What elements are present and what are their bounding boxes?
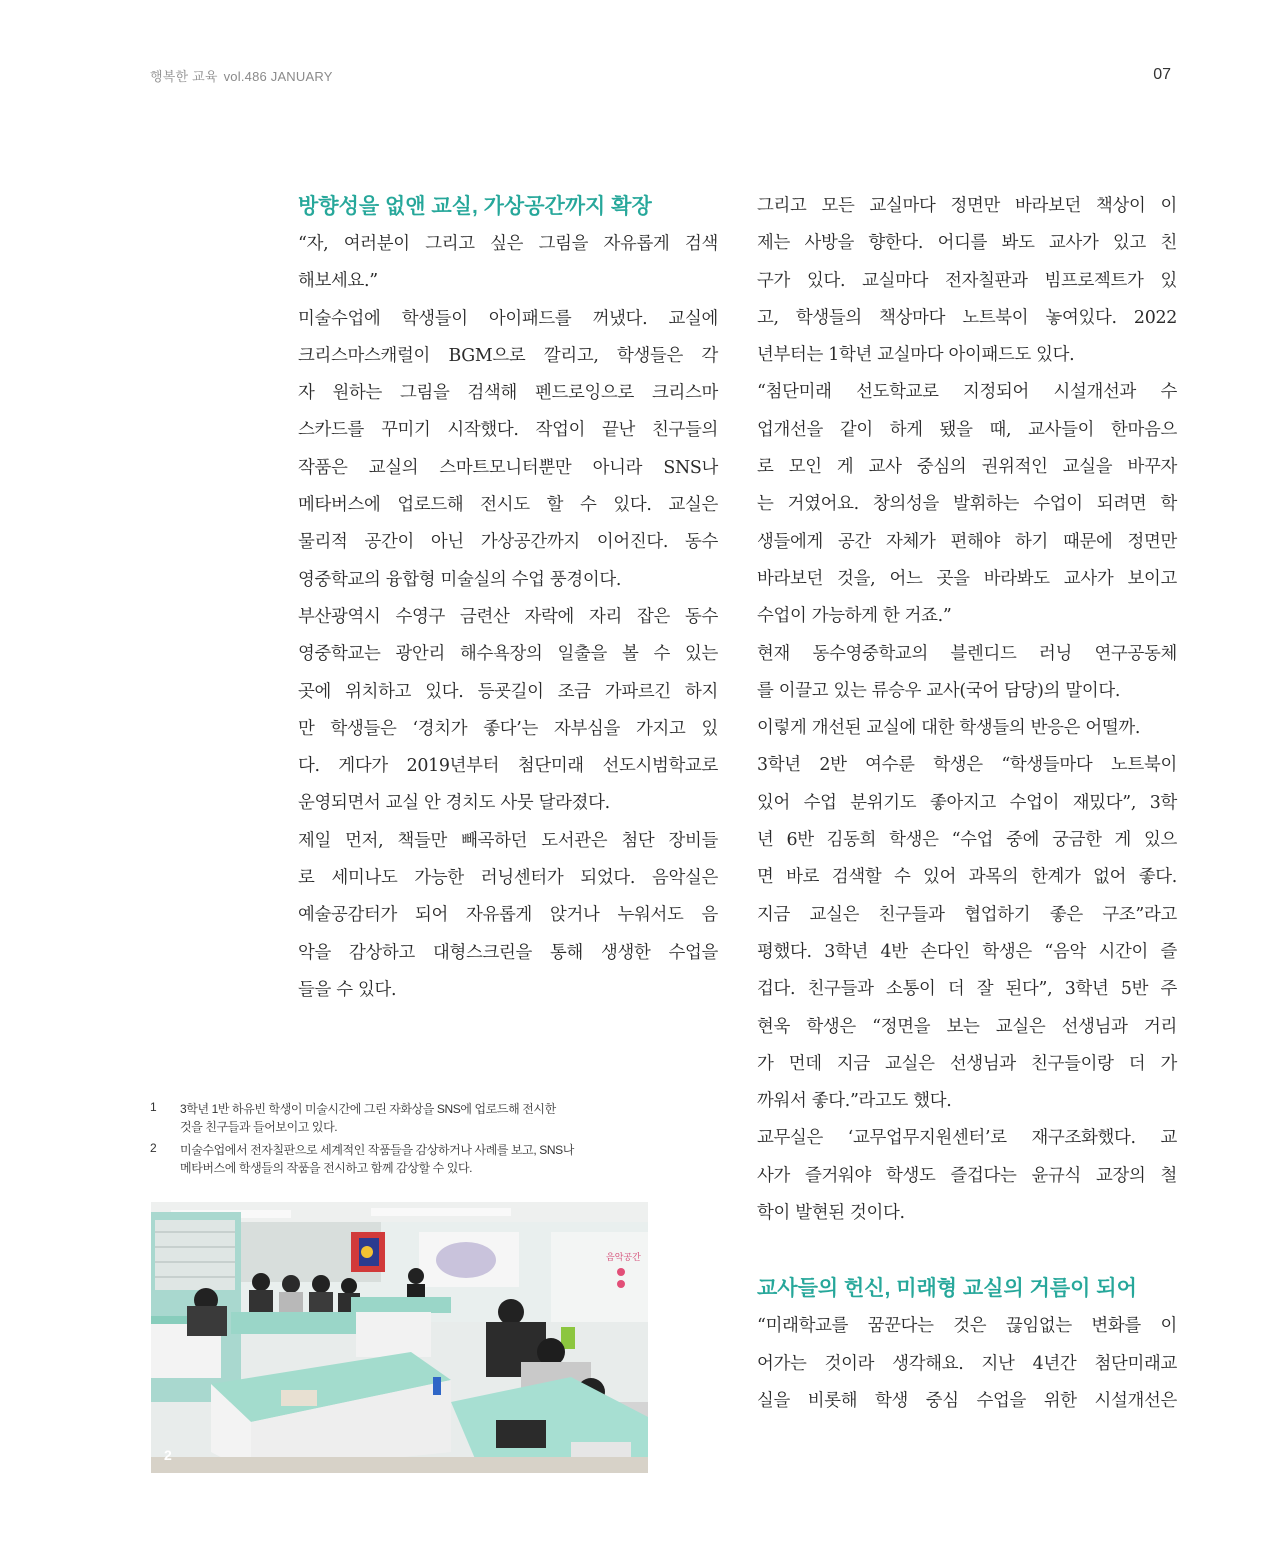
body-text-line: “자, 여러분이 그리고 싶은 그림을 자유롭게 검색 xyxy=(298,234,718,254)
body-text-line: 바라보던 것을, 어느 곳을 바라봐도 교사가 보이고 xyxy=(757,568,1177,589)
body-text-line: 사가 즐거워야 학생도 즐겁다는 윤규식 교장의 철 xyxy=(757,1165,1177,1186)
caption-2 xyxy=(150,1141,650,1177)
page-number: 07 xyxy=(1153,66,1171,83)
body-text-line: 현욱 학생은 “정면을 보는 교실은 선생님과 거리 xyxy=(757,1016,1177,1037)
caption-number: 1 xyxy=(150,1100,157,1114)
body-text-line: “미래학교를 꿈꾼다는 것은 끊임없는 변화를 이 xyxy=(757,1316,1177,1337)
body-text-line: 수업이 가능하게 한 거죠.” xyxy=(757,606,952,627)
body-text-line: 악을 감상하고 대형스크린을 통해 생생한 수업을 xyxy=(298,942,718,963)
body-text-line: 제는 사방을 향한다. 어디를 봐도 교사가 있고 친 xyxy=(757,233,1177,254)
volume-label: vol.486 JANUARY xyxy=(223,69,333,84)
body-text-line: 제일 먼저, 책들만 빼곡하던 도서관은 첨단 장비들 xyxy=(298,830,718,851)
body-text-line: 들을 수 있다. xyxy=(298,979,397,1000)
body-text-line: 를 이끌고 있는 류승우 교사(국어 담당)의 말이다. xyxy=(757,680,1121,701)
body-text-line: 겁다. 친구들과 소통이 더 잘 된다”, 3학년 5반 주 xyxy=(757,979,1177,1000)
body-text-line: 어가는 것이라 생각해요. 지난 4년간 첨단미래교 xyxy=(757,1353,1177,1374)
body-text-line: 이렇게 개선된 교실에 대한 학생들의 반응은 어떨까. xyxy=(757,718,1141,739)
section-heading-2: 교사들의 헌신, 미래형 교실의 거름이 되어 xyxy=(757,1277,1137,1301)
caption-number: 2 xyxy=(150,1141,157,1155)
right-column-body-a xyxy=(757,188,1177,1232)
body-text-line: 면 바로 검색할 수 있어 과목의 한계가 없어 좋다. xyxy=(757,867,1177,888)
body-text-line: 는 거였어요. 창의성을 발휘하는 수업이 되려면 학 xyxy=(757,494,1177,515)
photo-number-label: 2 xyxy=(164,1447,172,1463)
body-text-line: 스카드를 꾸미기 시작했다. 작업이 끝난 친구들의 xyxy=(298,420,718,441)
body-text-line: 부산광역시 수영구 금련산 자락에 자리 잡은 동수 xyxy=(298,606,718,627)
body-text-line: “첨단미래 선도학교로 지정되어 시설개선과 수 xyxy=(757,382,1177,403)
body-text-line: 업개선을 같이 하게 됐을 때, 교사들이 한마음으 xyxy=(757,419,1177,440)
right-column-body-b xyxy=(757,1308,1177,1420)
caption-line: 3학년 1반 하유빈 학생이 미술시간에 그린 자화상을 SNS에 업로드해 전시한 xyxy=(180,1102,556,1116)
body-text-line: 실을 비롯해 학생 중심 수업을 위한 시설개선은 xyxy=(757,1390,1177,1411)
section-heading-1: 방향성을 없앤 교실, 가상공간까지 확장 xyxy=(298,195,652,218)
body-text-line: 영중학교는 광안리 해수욕장의 일출을 볼 수 있는 xyxy=(298,644,718,665)
body-text-line: 미술수업에 학생들이 아이패드를 꺼냈다. 교실에 xyxy=(298,308,718,329)
body-text-line: 크리스마스캐럴이 BGM으로 깔리고, 학생들은 각 xyxy=(298,345,718,366)
body-text-line: 현재 동수영중학교의 블렌디드 러닝 연구공동체 xyxy=(757,643,1177,664)
body-text-line: 로 세미나도 가능한 러닝센터가 되었다. 음악실은 xyxy=(298,868,718,889)
body-text-line: 해보세요.” xyxy=(298,271,378,292)
left-column xyxy=(298,188,718,1009)
body-text-line: 평했다. 3학년 4반 손다인 학생은 “음악 시간이 즐 xyxy=(757,941,1177,962)
body-text-line: 년부터는 1학년 교실마다 아이패드도 있다. xyxy=(757,345,1075,366)
body-text-line: 지금 교실은 친구들과 협업하기 좋은 구조”라고 xyxy=(757,904,1177,925)
classroom-photo xyxy=(151,1202,648,1473)
body-text-line: 메타버스에 업로드해 전시도 할 수 있다. 교실은 xyxy=(298,495,718,516)
body-text-line: 학이 발현된 것이다. xyxy=(757,1203,905,1224)
body-text-line: 자 원하는 그림을 검색해 펜드로잉으로 크리스마 xyxy=(298,383,718,404)
body-text-line: 있어 수업 분위기도 좋아지고 수업이 재밌다”, 3학 xyxy=(757,792,1177,813)
body-text-line: 곳에 위치하고 있다. 등굣길이 조금 가파르긴 하지 xyxy=(298,681,718,702)
running-head xyxy=(150,66,333,85)
right-column xyxy=(757,188,1177,1420)
body-text-line: 생들에게 공간 자체가 편해야 하기 때문에 정면만 xyxy=(757,531,1177,552)
wall-sign-text: 음악공간 xyxy=(606,1253,641,1263)
left-column-body xyxy=(298,226,718,1009)
body-text-line: 까워서 좋다.”라고도 했다. xyxy=(757,1091,952,1112)
caption-line: 메타버스에 학생들의 작품을 전시하고 함께 감상할 수 있다. xyxy=(180,1161,473,1175)
body-text-line: 가 먼데 지금 교실은 선생님과 친구들이랑 더 가 xyxy=(757,1053,1177,1074)
body-text-line: 그리고 모든 교실마다 정면만 바라보던 책상이 이 xyxy=(757,196,1177,216)
body-text-line: 로 모인 게 교사 중심의 권위적인 교실을 바꾸자 xyxy=(757,457,1177,478)
body-text-line: 예술공감터가 되어 자유롭게 앉거나 누워서도 음 xyxy=(298,905,718,926)
body-text-line: 교무실은 ‘교무업무지원센터’로 재구조화했다. 교 xyxy=(757,1128,1177,1149)
body-text-line: 작품은 교실의 스마트모니터뿐만 아니라 SNS나 xyxy=(298,457,718,478)
body-text-line: 만 학생들은 ‘경치가 좋다’는 자부심을 가지고 있 xyxy=(298,718,718,739)
section-spacer xyxy=(757,1232,1177,1270)
body-text-line: 물리적 공간이 아닌 가상공간까지 이어진다. 동수 xyxy=(298,532,718,553)
caption-1 xyxy=(150,1100,650,1136)
photo-captions xyxy=(150,1100,650,1182)
body-text-line: 다. 게다가 2019년부터 첨단미래 선도시범학교로 xyxy=(298,756,718,777)
body-text-line: 년 6반 김동희 학생은 “수업 중에 궁금한 게 있으 xyxy=(757,830,1177,851)
magazine-name: 행복한 교육 xyxy=(150,69,218,84)
classroom-illustration xyxy=(151,1202,648,1473)
body-text-line: 고, 학생들의 책상마다 노트북이 놓여있다. 2022 xyxy=(757,307,1177,328)
caption-line: 미술수업에서 전자칠판으로 세계적인 작품들을 감상하거나 사례를 보고, SNS나 xyxy=(180,1143,574,1157)
body-text-line: 구가 있다. 교실마다 전자칠판과 빔프로젝트가 있 xyxy=(757,270,1177,291)
body-text-line: 운영되면서 교실 안 경치도 사뭇 달라졌다. xyxy=(298,793,610,814)
body-text-line: 영중학교의 융합형 미술실의 수업 풍경이다. xyxy=(298,569,622,590)
caption-line: 것을 친구들과 들어보이고 있다. xyxy=(180,1120,338,1134)
body-text-line: 3학년 2반 여수룬 학생은 “학생들마다 노트북이 xyxy=(757,755,1177,776)
